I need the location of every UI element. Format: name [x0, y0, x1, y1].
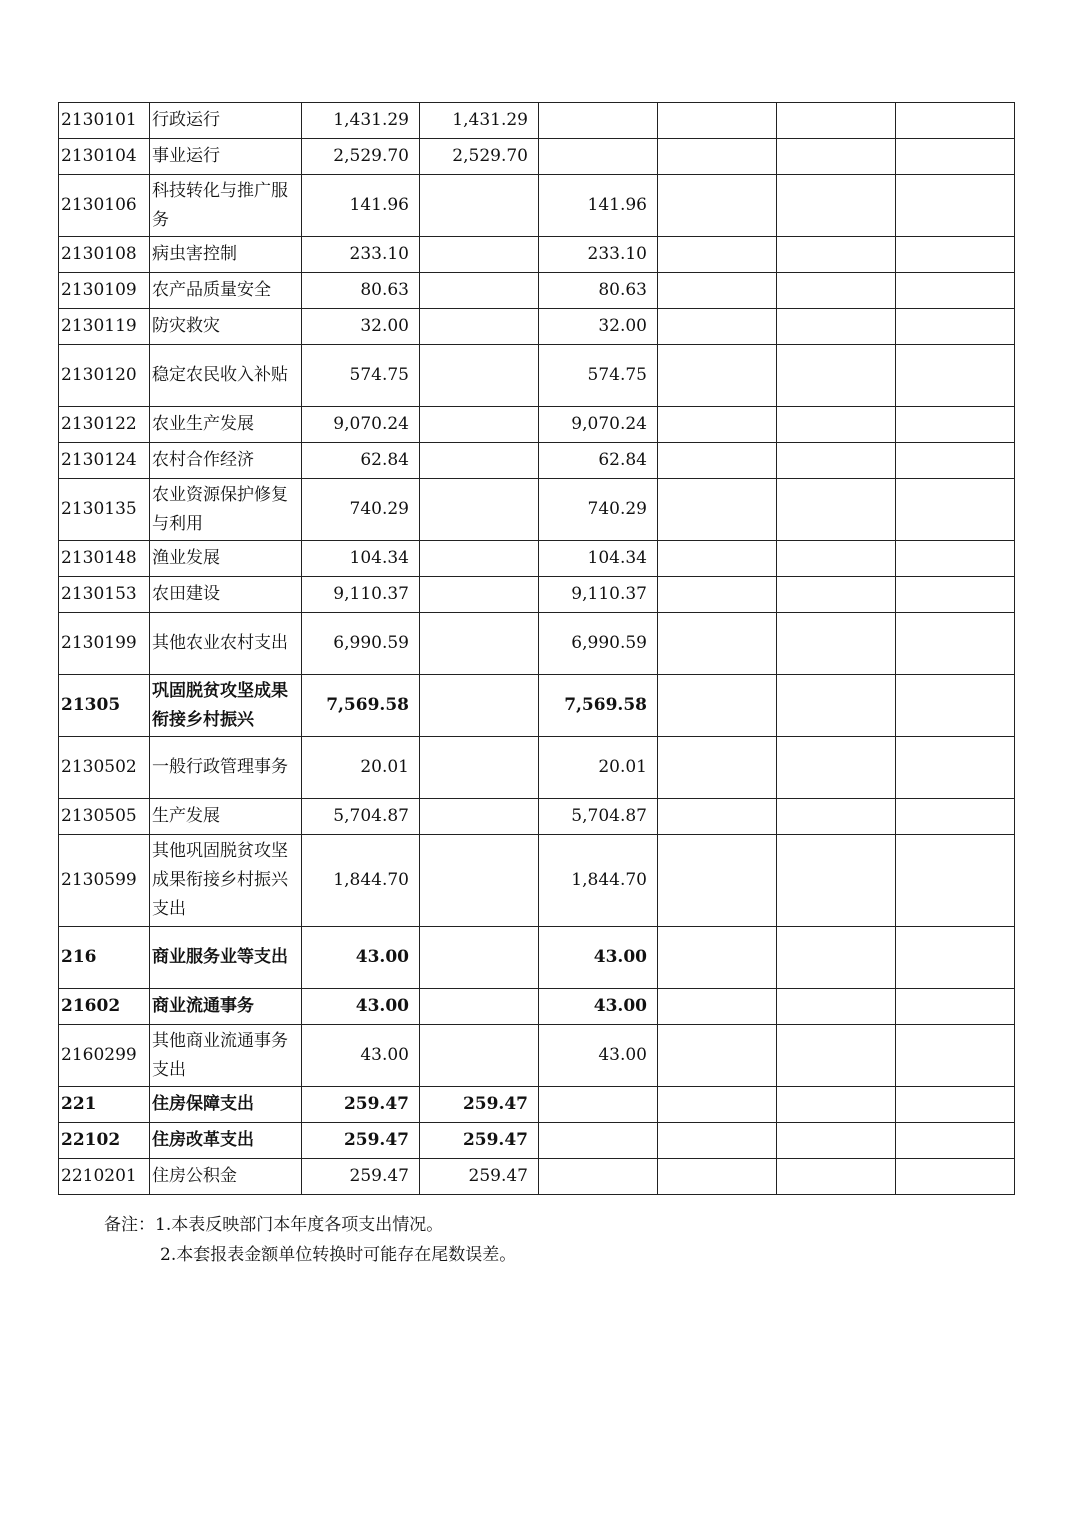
- empty-cell: [896, 1123, 1015, 1159]
- project-cell: [539, 1159, 658, 1195]
- empty-cell: [777, 237, 896, 273]
- empty-cell: [896, 927, 1015, 989]
- basic-cell: [420, 577, 539, 613]
- empty-cell: [658, 577, 777, 613]
- total-cell: 574.75: [302, 345, 420, 407]
- basic-cell: [420, 675, 539, 737]
- empty-cell: [777, 479, 896, 541]
- project-cell: 5,704.87: [539, 799, 658, 835]
- basic-cell: [420, 407, 539, 443]
- table-row: [59, 675, 1015, 737]
- empty-cell: [896, 1025, 1015, 1087]
- table-row: [59, 927, 1015, 989]
- table-row: [59, 237, 1015, 273]
- name-cell: 巩固脱贫攻坚成果衔接乡村振兴: [150, 675, 302, 737]
- code-cell: 22102: [59, 1123, 150, 1159]
- table-row: [59, 407, 1015, 443]
- total-cell: 9,110.37: [302, 577, 420, 613]
- project-cell: 574.75: [539, 345, 658, 407]
- empty-cell: [658, 1087, 777, 1123]
- code-cell: 21305: [59, 675, 150, 737]
- code-cell: 2130119: [59, 309, 150, 345]
- basic-cell: [420, 345, 539, 407]
- empty-cell: [896, 479, 1015, 541]
- empty-cell: [658, 407, 777, 443]
- project-cell: [539, 139, 658, 175]
- table-row: [59, 175, 1015, 237]
- table-row: [59, 1087, 1015, 1123]
- table-row: [59, 309, 1015, 345]
- table-row: [59, 541, 1015, 577]
- total-cell: 80.63: [302, 273, 420, 309]
- table-row: [59, 1123, 1015, 1159]
- empty-cell: [896, 675, 1015, 737]
- basic-cell: [420, 835, 539, 927]
- empty-cell: [777, 989, 896, 1025]
- empty-cell: [777, 541, 896, 577]
- total-cell: 5,704.87: [302, 799, 420, 835]
- basic-cell: 259.47: [420, 1087, 539, 1123]
- empty-cell: [777, 927, 896, 989]
- empty-cell: [658, 835, 777, 927]
- name-cell: 行政运行: [150, 103, 302, 139]
- table-row: [59, 103, 1015, 139]
- total-cell: 2,529.70: [302, 139, 420, 175]
- empty-cell: [896, 407, 1015, 443]
- empty-cell: [658, 345, 777, 407]
- empty-cell: [658, 541, 777, 577]
- total-cell: 7,569.58: [302, 675, 420, 737]
- empty-cell: [658, 799, 777, 835]
- project-cell: 6,990.59: [539, 613, 658, 675]
- notes: [104, 1210, 516, 1270]
- empty-cell: [658, 927, 777, 989]
- empty-cell: [896, 103, 1015, 139]
- project-cell: 7,569.58: [539, 675, 658, 737]
- project-cell: 80.63: [539, 273, 658, 309]
- empty-cell: [896, 443, 1015, 479]
- empty-cell: [777, 613, 896, 675]
- table-row: [59, 1025, 1015, 1087]
- table-row: [59, 835, 1015, 927]
- code-cell: 2130502: [59, 737, 150, 799]
- empty-cell: [896, 737, 1015, 799]
- empty-cell: [658, 613, 777, 675]
- empty-cell: [658, 443, 777, 479]
- basic-cell: 259.47: [420, 1159, 539, 1195]
- total-cell: 62.84: [302, 443, 420, 479]
- project-cell: 233.10: [539, 237, 658, 273]
- name-cell: 生产发展: [150, 799, 302, 835]
- basic-cell: [420, 443, 539, 479]
- table-row: [59, 737, 1015, 799]
- empty-cell: [777, 799, 896, 835]
- empty-cell: [658, 309, 777, 345]
- code-cell: 2130505: [59, 799, 150, 835]
- total-cell: 32.00: [302, 309, 420, 345]
- table-row: [59, 799, 1015, 835]
- code-cell: 2130122: [59, 407, 150, 443]
- name-cell: 住房改革支出: [150, 1123, 302, 1159]
- name-cell: 病虫害控制: [150, 237, 302, 273]
- project-cell: [539, 1087, 658, 1123]
- table-body: [59, 103, 1015, 1195]
- note-line-2: 2.本套报表金额单位转换时可能存在尾数误差。: [160, 1245, 517, 1265]
- code-cell: 2160299: [59, 1025, 150, 1087]
- total-cell: 6,990.59: [302, 613, 420, 675]
- empty-cell: [777, 175, 896, 237]
- project-cell: [539, 103, 658, 139]
- code-cell: 2130109: [59, 273, 150, 309]
- total-cell: 259.47: [302, 1087, 420, 1123]
- total-cell: 43.00: [302, 927, 420, 989]
- empty-cell: [777, 345, 896, 407]
- empty-cell: [658, 175, 777, 237]
- code-cell: 2130153: [59, 577, 150, 613]
- basic-cell: [420, 927, 539, 989]
- project-cell: 1,844.70: [539, 835, 658, 927]
- code-cell: 2130199: [59, 613, 150, 675]
- code-cell: 2130101: [59, 103, 150, 139]
- table-row: [59, 1159, 1015, 1195]
- table-row: [59, 577, 1015, 613]
- empty-cell: [896, 273, 1015, 309]
- empty-cell: [658, 675, 777, 737]
- empty-cell: [777, 1123, 896, 1159]
- empty-cell: [777, 103, 896, 139]
- code-cell: 2130120: [59, 345, 150, 407]
- basic-cell: 259.47: [420, 1123, 539, 1159]
- total-cell: 20.01: [302, 737, 420, 799]
- empty-cell: [896, 541, 1015, 577]
- name-cell: 稳定农民收入补贴: [150, 345, 302, 407]
- expenditure-table: [58, 102, 1015, 1195]
- basic-cell: [420, 309, 539, 345]
- basic-cell: [420, 1025, 539, 1087]
- project-cell: 9,110.37: [539, 577, 658, 613]
- basic-cell: [420, 989, 539, 1025]
- empty-cell: [777, 407, 896, 443]
- empty-cell: [896, 175, 1015, 237]
- empty-cell: [896, 309, 1015, 345]
- empty-cell: [658, 273, 777, 309]
- name-cell: 农村合作经济: [150, 443, 302, 479]
- empty-cell: [777, 737, 896, 799]
- empty-cell: [658, 237, 777, 273]
- empty-cell: [658, 103, 777, 139]
- empty-cell: [777, 835, 896, 927]
- empty-cell: [896, 835, 1015, 927]
- basic-cell: [420, 541, 539, 577]
- code-cell: 2130599: [59, 835, 150, 927]
- empty-cell: [777, 443, 896, 479]
- empty-cell: [777, 675, 896, 737]
- name-cell: 农产品质量安全: [150, 273, 302, 309]
- code-cell: 216: [59, 927, 150, 989]
- empty-cell: [896, 799, 1015, 835]
- name-cell: 农田建设: [150, 577, 302, 613]
- empty-cell: [896, 1087, 1015, 1123]
- basic-cell: [420, 273, 539, 309]
- table-row: [59, 443, 1015, 479]
- name-cell: 农业资源保护修复与利用: [150, 479, 302, 541]
- code-cell: 2130106: [59, 175, 150, 237]
- empty-cell: [658, 737, 777, 799]
- empty-cell: [896, 139, 1015, 175]
- basic-cell: [420, 175, 539, 237]
- project-cell: 43.00: [539, 989, 658, 1025]
- name-cell: 事业运行: [150, 139, 302, 175]
- code-cell: 2130148: [59, 541, 150, 577]
- name-cell: 一般行政管理事务: [150, 737, 302, 799]
- name-cell: 其他农业农村支出: [150, 613, 302, 675]
- empty-cell: [777, 1159, 896, 1195]
- code-cell: 2130108: [59, 237, 150, 273]
- empty-cell: [658, 989, 777, 1025]
- empty-cell: [777, 139, 896, 175]
- total-cell: 43.00: [302, 989, 420, 1025]
- project-cell: 9,070.24: [539, 407, 658, 443]
- project-cell: 43.00: [539, 927, 658, 989]
- total-cell: 1,844.70: [302, 835, 420, 927]
- name-cell: 商业服务业等支出: [150, 927, 302, 989]
- code-cell: 2130104: [59, 139, 150, 175]
- basic-cell: [420, 237, 539, 273]
- empty-cell: [896, 345, 1015, 407]
- total-cell: 740.29: [302, 479, 420, 541]
- basic-cell: 1,431.29: [420, 103, 539, 139]
- table-row: [59, 479, 1015, 541]
- table-row: [59, 989, 1015, 1025]
- basic-cell: [420, 613, 539, 675]
- name-cell: 防灾救灾: [150, 309, 302, 345]
- project-cell: 104.34: [539, 541, 658, 577]
- empty-cell: [658, 139, 777, 175]
- empty-cell: [777, 273, 896, 309]
- name-cell: 科技转化与推广服务: [150, 175, 302, 237]
- name-cell: 商业流通事务: [150, 989, 302, 1025]
- total-cell: 259.47: [302, 1159, 420, 1195]
- empty-cell: [658, 1159, 777, 1195]
- empty-cell: [777, 1025, 896, 1087]
- empty-cell: [658, 479, 777, 541]
- empty-cell: [777, 577, 896, 613]
- basic-cell: 2,529.70: [420, 139, 539, 175]
- table-row: [59, 139, 1015, 175]
- code-cell: 21602: [59, 989, 150, 1025]
- table-row: [59, 345, 1015, 407]
- total-cell: 233.10: [302, 237, 420, 273]
- note-line-1: 备注：1.本表反映部门本年度各项支出情况。: [104, 1215, 444, 1235]
- project-cell: 32.00: [539, 309, 658, 345]
- basic-cell: [420, 799, 539, 835]
- table-row: [59, 613, 1015, 675]
- empty-cell: [777, 1087, 896, 1123]
- project-cell: [539, 1123, 658, 1159]
- basic-cell: [420, 737, 539, 799]
- name-cell: 住房公积金: [150, 1159, 302, 1195]
- project-cell: 740.29: [539, 479, 658, 541]
- project-cell: 20.01: [539, 737, 658, 799]
- name-cell: 渔业发展: [150, 541, 302, 577]
- table-row: [59, 273, 1015, 309]
- total-cell: 43.00: [302, 1025, 420, 1087]
- project-cell: 43.00: [539, 1025, 658, 1087]
- empty-cell: [896, 989, 1015, 1025]
- project-cell: 62.84: [539, 443, 658, 479]
- name-cell: 住房保障支出: [150, 1087, 302, 1123]
- name-cell: 其他商业流通事务支出: [150, 1025, 302, 1087]
- name-cell: 农业生产发展: [150, 407, 302, 443]
- project-cell: 141.96: [539, 175, 658, 237]
- code-cell: 221: [59, 1087, 150, 1123]
- empty-cell: [896, 1159, 1015, 1195]
- code-cell: 2130135: [59, 479, 150, 541]
- empty-cell: [658, 1123, 777, 1159]
- total-cell: 1,431.29: [302, 103, 420, 139]
- empty-cell: [658, 1025, 777, 1087]
- empty-cell: [896, 577, 1015, 613]
- total-cell: 9,070.24: [302, 407, 420, 443]
- empty-cell: [896, 237, 1015, 273]
- name-cell: 其他巩固脱贫攻坚成果衔接乡村振兴支出: [150, 835, 302, 927]
- total-cell: 259.47: [302, 1123, 420, 1159]
- empty-cell: [777, 309, 896, 345]
- code-cell: 2210201: [59, 1159, 150, 1195]
- total-cell: 141.96: [302, 175, 420, 237]
- basic-cell: [420, 479, 539, 541]
- total-cell: 104.34: [302, 541, 420, 577]
- code-cell: 2130124: [59, 443, 150, 479]
- empty-cell: [896, 613, 1015, 675]
